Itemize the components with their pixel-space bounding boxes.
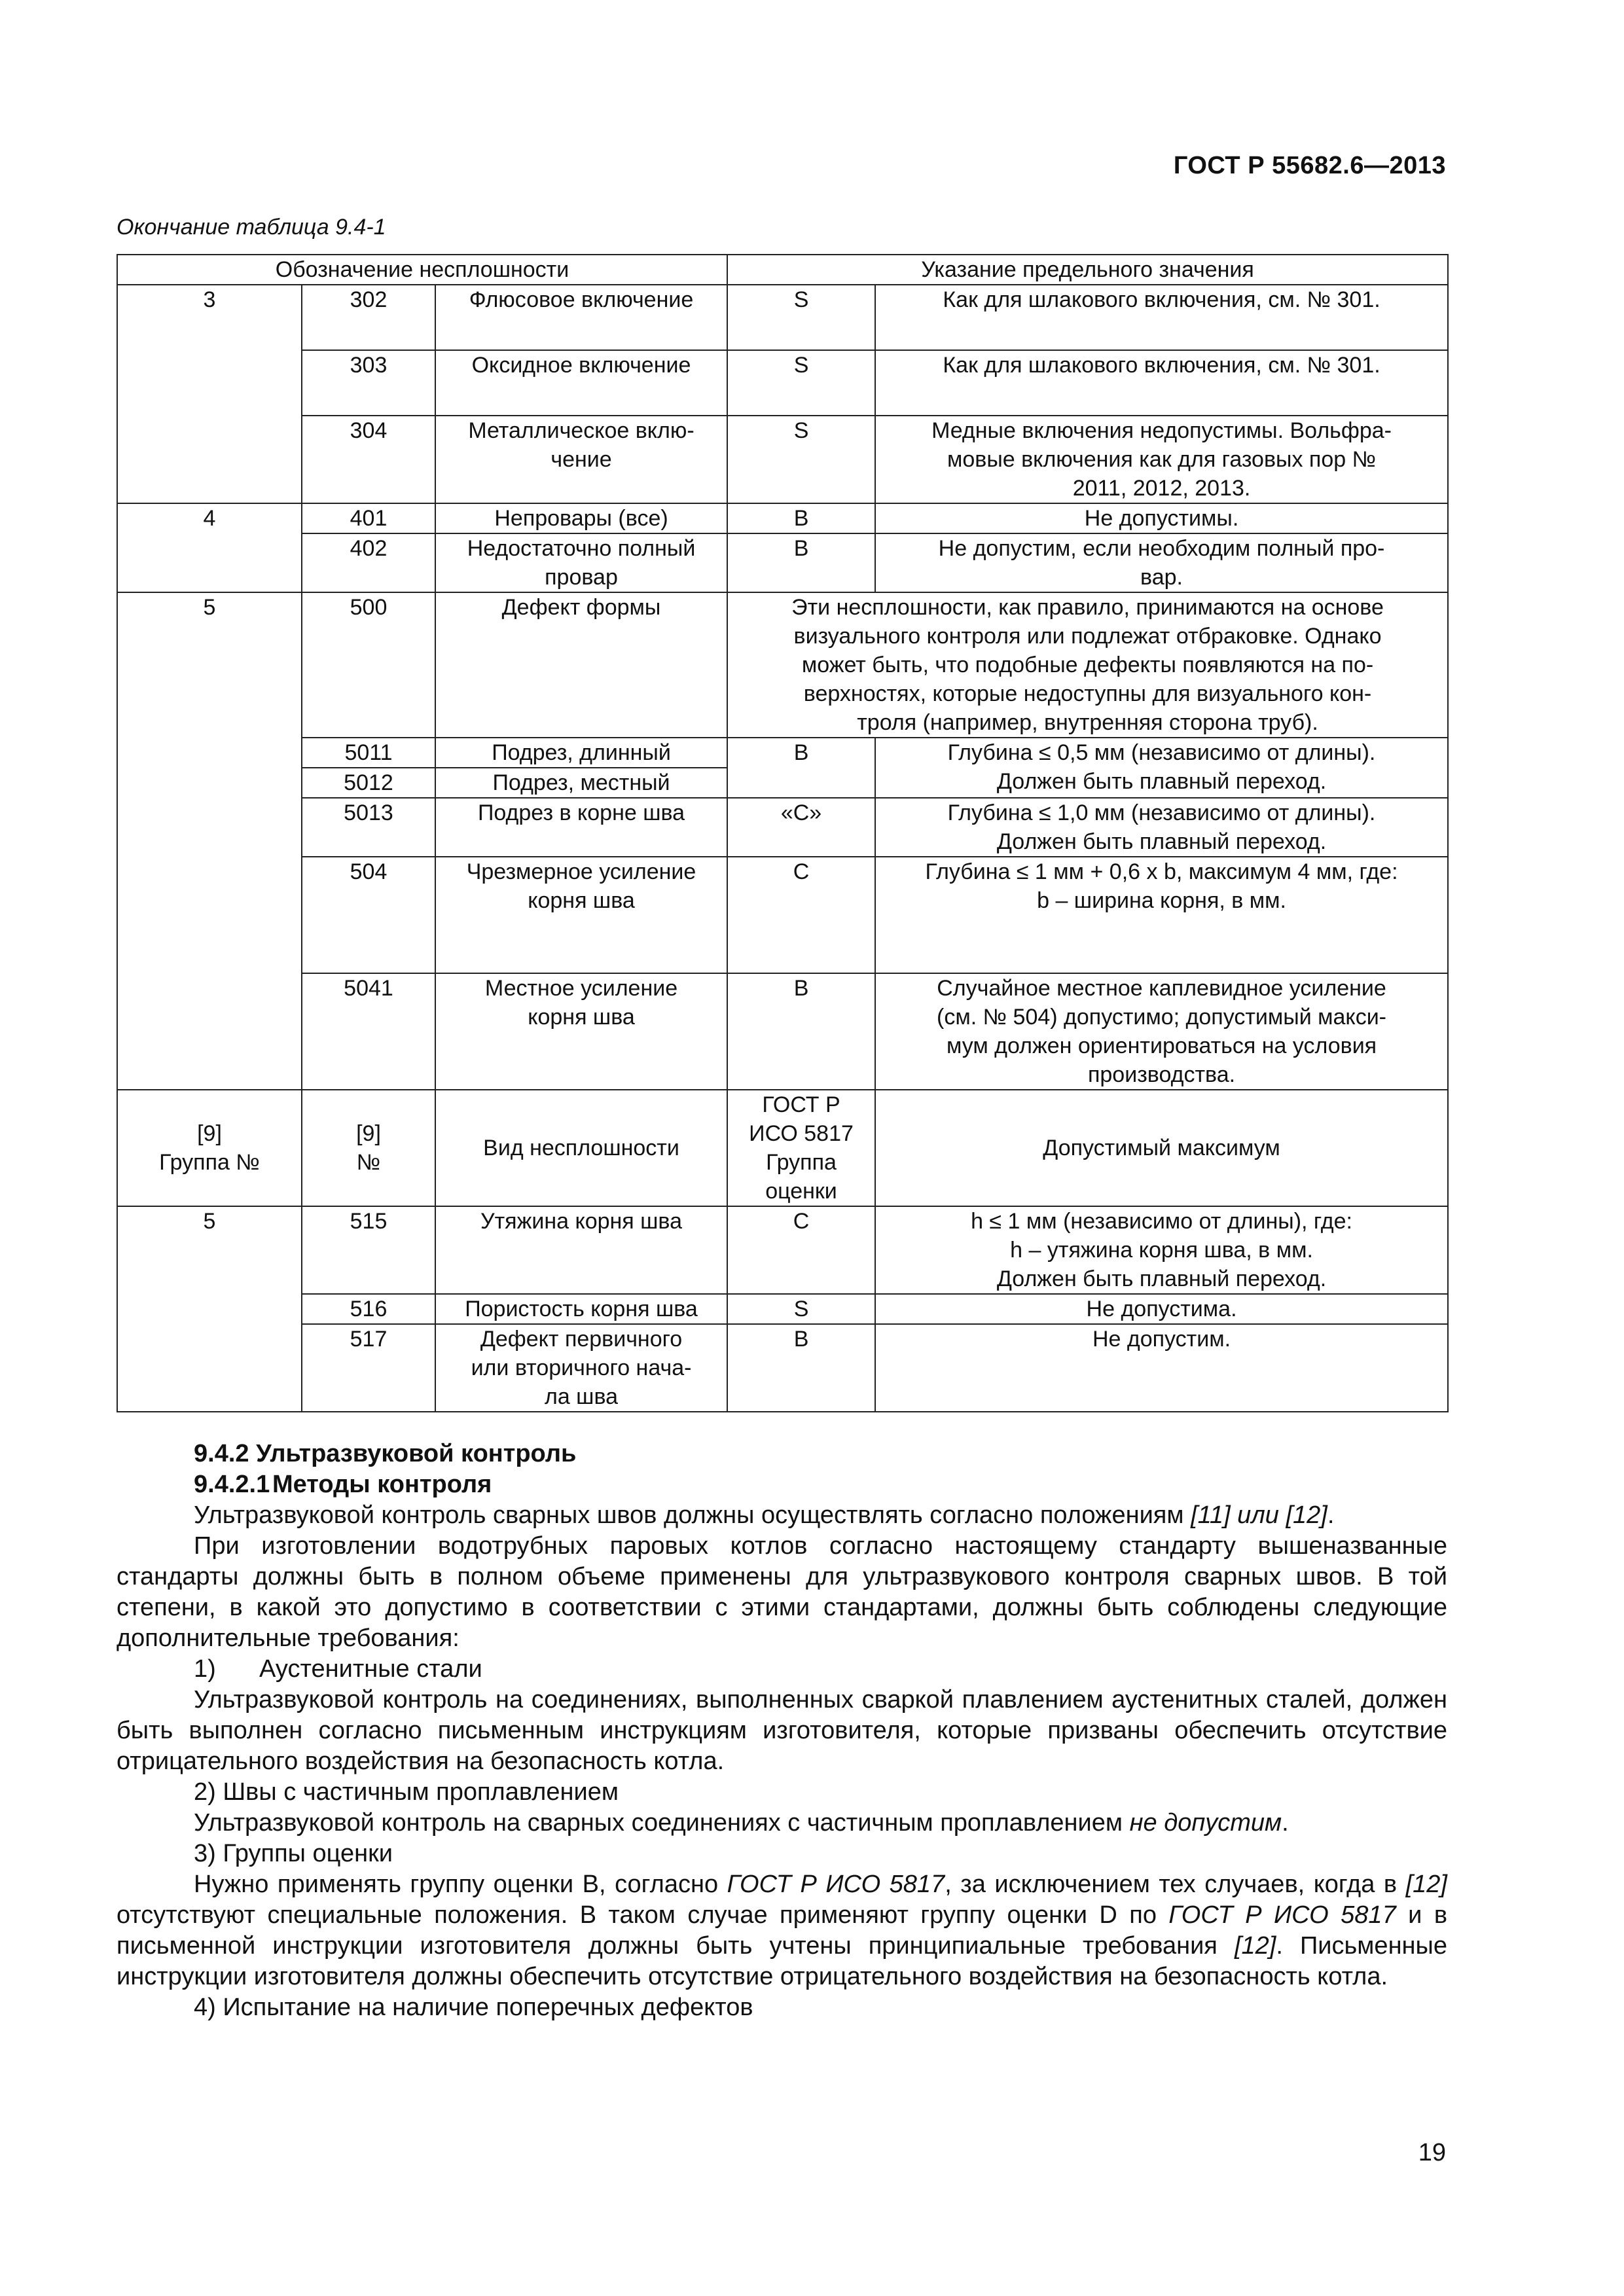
reference: ГОСТ Р ИСО 5817: [727, 1871, 945, 1898]
limit-value: h ≤ 1 мм (независимо от длины), где: h – утяжина корня шва, в мм. Должен быть плавный переход.: [875, 1206, 1448, 1294]
limit-value: Глубина ≤ 1 мм + 0,6 x b, максимум 4 мм, где: b – ширина корня, в мм.: [875, 857, 1448, 973]
paragraph-text: . Письменные инструкции изготовителя должны обеспечить отсутствие отрицательного воздействия на безопасность котла.: [117, 1932, 1447, 1990]
assessment-level: S: [727, 285, 875, 350]
paragraph-text: Ультразвуковой контроль на сварных соединениях с частичным проплавлением: [194, 1809, 1130, 1837]
defect-name: Подрез, длинный: [435, 738, 727, 768]
limit-value: Не допустимы.: [875, 503, 1448, 533]
paragraph-text: .: [1327, 1501, 1335, 1529]
limit-value: Медные включения недопустимы. Вольфра- мовые включения как для газовых пор № 2011, 2012, 2013.: [875, 416, 1448, 503]
assessment-level: «C»: [727, 798, 875, 857]
header-designation: Обозначение несплошности: [117, 255, 727, 285]
header-limit: Указание предельного значения: [727, 255, 1448, 285]
table-row: [117, 416, 1448, 503]
subsection-number: 9.4.2.1: [194, 1471, 270, 1498]
table-row: [117, 973, 1448, 1090]
group-number: 5: [117, 592, 302, 1090]
subheader-assessment-group: ГОСТ Р ИСО 5817 Группа оценки: [727, 1090, 875, 1206]
paragraph-text: Нужно применять группу оценки В, согласно: [194, 1871, 727, 1898]
paragraph: [117, 1869, 1447, 1992]
table-row: [117, 350, 1448, 416]
list-item-number: 1): [194, 1655, 216, 1683]
limit-value: Случайное местное каплевидное усиление (см. № 504) допустимо; допустимый макси- мум должен ориентироваться на условия производства.: [875, 973, 1448, 1090]
list-item: 2) Швы с частичным проплавлением: [194, 1778, 619, 1806]
defect-number: 515: [302, 1206, 435, 1294]
emphasis: не допустим: [1129, 1809, 1282, 1837]
reference: ГОСТ Р ИСО 5817: [1168, 1901, 1396, 1929]
paragraph-text: и в письменной инструкции изготовителя должны быть учтены принципиальные требования: [117, 1901, 1448, 1960]
limit-value: Глубина ≤ 0,5 мм (независимо от длины). Должен быть плавный переход.: [875, 738, 1448, 798]
defect-name: Чрезмерное усиление корня шва: [435, 857, 727, 973]
paragraph: При изготовлении водотрубных паровых котлов согласно настоящему стандарту вышеназванные стандарты должны быть в полном объеме применены для ультразвукового контроля сварных швов. В той степени, в какой это допустимо в соответствии с этими стандартами, должны быть соблюдены следующие дополнительные требования:: [117, 1532, 1447, 1652]
defect-name: Металлическое вклю- чение: [435, 416, 727, 503]
page-number: 19: [1418, 2139, 1446, 2166]
table-row: [117, 1294, 1448, 1324]
table-row: [117, 592, 1448, 738]
subsection-heading: [117, 1469, 1447, 1500]
paragraph: Ультразвуковой контроль на соединениях, выполненных сваркой плавлением аустенитных сталей, должен быть выполнен согласно письменным инструкциям изготовителя, которые призваны обеспечить отсутствие отрицательного воздействия на безопасность котла.: [117, 1686, 1447, 1775]
defect-name: Непровары (все): [435, 503, 727, 533]
defect-name: Дефект первичного или вторичного нача- ла шва: [435, 1324, 727, 1412]
table-header-row: [117, 255, 1448, 285]
table-row: [117, 533, 1448, 592]
section-heading: 9.4.2 Ультразвуковой контроль: [194, 1440, 577, 1467]
defect-name: Подрез, местный: [435, 768, 727, 798]
assessment-level: C: [727, 857, 875, 973]
table-row: [117, 798, 1448, 857]
assessment-level: B: [727, 1324, 875, 1412]
limit-value: Как для шлакового включения, см. № 301.: [875, 350, 1448, 416]
assessment-level: B: [727, 503, 875, 533]
reference: [12]: [1234, 1932, 1276, 1960]
table-row: [117, 503, 1448, 533]
document-body: [117, 1439, 1447, 2023]
list-item: 3) Группы оценки: [194, 1840, 393, 1867]
defect-number: 402: [302, 533, 435, 592]
defect-number: 302: [302, 285, 435, 350]
paragraph-text: Ультразвуковой контроль сварных швов должны осуществлять согласно положениям: [194, 1501, 1191, 1529]
table-row: [117, 285, 1448, 350]
defect-name: Утяжина корня шва: [435, 1206, 727, 1294]
paragraph-text: отсутствуют специальные положения. В таком случае применяют группу оценки D по: [117, 1901, 1169, 1929]
defect-name: Флюсовое включение: [435, 285, 727, 350]
defect-name: Недостаточно полный провар: [435, 533, 727, 592]
defects-table: [117, 254, 1449, 1412]
assessment-level: B: [727, 973, 875, 1090]
table-row: [117, 738, 1448, 768]
defect-number: 500: [302, 592, 435, 738]
table-subheader-row: [117, 1090, 1448, 1206]
limit-value: Как для шлакового включения, см. № 301.: [875, 285, 1448, 350]
paragraph-text: , за исключением тех случаев, когда в: [945, 1871, 1406, 1898]
limit-value: Не допустима.: [875, 1294, 1448, 1324]
defect-name: Оксидное включение: [435, 350, 727, 416]
group-number: 3: [117, 285, 302, 503]
table-row: [117, 857, 1448, 973]
table-caption: Окончание таблица 9.4-1: [117, 215, 386, 240]
reference: [12]: [1405, 1871, 1447, 1898]
assessment-level: C: [727, 1206, 875, 1294]
defect-number: 5041: [302, 973, 435, 1090]
assessment-level: S: [727, 350, 875, 416]
limit-value: Глубина ≤ 1,0 мм (независимо от длины). Должен быть плавный переход.: [875, 798, 1448, 857]
group-number: 5: [117, 1206, 302, 1412]
subheader-number: [9] №: [302, 1090, 435, 1206]
assessment-level: B: [727, 533, 875, 592]
defect-number: 516: [302, 1294, 435, 1324]
defect-number: 5011: [302, 738, 435, 768]
reference: [11] или [12]: [1191, 1501, 1327, 1529]
limit-value: Не допустим, если необходим полный про- вар.: [875, 533, 1448, 592]
paragraph-text: .: [1282, 1809, 1289, 1837]
assessment-level: B: [727, 738, 875, 798]
list-item: 4) Испытание на наличие поперечных дефектов: [194, 1994, 753, 2021]
defect-number: 504: [302, 857, 435, 973]
subheader-defect-type: Вид несплошности: [435, 1090, 727, 1206]
table-row: [117, 1324, 1448, 1412]
list-item-title: Аустенитные стали: [259, 1655, 482, 1683]
defect-number: 303: [302, 350, 435, 416]
paragraph: [117, 1500, 1447, 1531]
subheader-max-allowed: Допустимый максимум: [875, 1090, 1448, 1206]
group-number: 4: [117, 503, 302, 592]
defect-number: 517: [302, 1324, 435, 1412]
standard-number-header: ГОСТ Р 55682.6—2013: [1173, 152, 1446, 179]
defect-number: 5012: [302, 768, 435, 798]
defect-number: 5013: [302, 798, 435, 857]
limit-value: Не допустим.: [875, 1324, 1448, 1412]
list-item: [117, 1654, 1447, 1685]
defect-name: Подрез в корне шва: [435, 798, 727, 857]
defect-note: Эти несплошности, как правило, принимаются на основе визуального контроля или подлежат отбраковке. Однако может быть, что подобные дефекты появляются на по- верхностях, которые недоступны для визуального кон- троля (например, внутренняя сторона труб).: [727, 592, 1448, 738]
defect-name: Местное усиление корня шва: [435, 973, 727, 1090]
defect-number: 304: [302, 416, 435, 503]
subheader-group: [9] Группа №: [117, 1090, 302, 1206]
defect-name: Дефект формы: [435, 592, 727, 738]
assessment-level: S: [727, 1294, 875, 1324]
paragraph: [117, 1808, 1447, 1839]
defect-name: Пористость корня шва: [435, 1294, 727, 1324]
assessment-level: S: [727, 416, 875, 503]
subsection-title: Методы контроля: [272, 1471, 492, 1498]
defect-number: 401: [302, 503, 435, 533]
table-row: [117, 1206, 1448, 1294]
